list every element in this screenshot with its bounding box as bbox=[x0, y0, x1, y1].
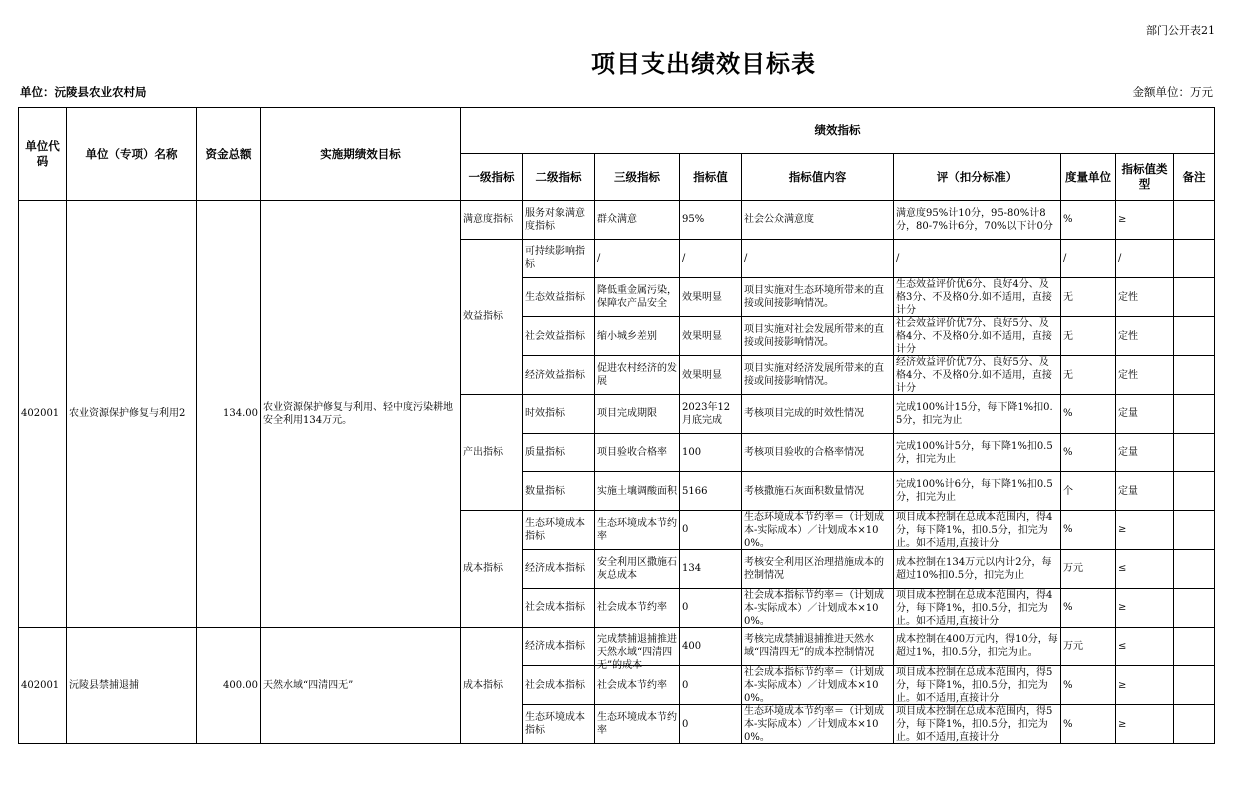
scoring-standard: 社会效益评价优7分、良好5分、及格4分、不及格0分.如不适用，直接计分 bbox=[894, 317, 1061, 356]
indicator-content: 考核项目验收的合格率情况 bbox=[742, 433, 894, 472]
value-type: ≥ bbox=[1116, 510, 1174, 549]
project-code: 402001 bbox=[19, 627, 67, 744]
measure-unit: 无 bbox=[1061, 278, 1116, 317]
page-number: 部门公开表21 bbox=[1146, 24, 1215, 37]
measure-unit: 个 bbox=[1061, 472, 1116, 511]
header-unit-code: 单位代码 bbox=[19, 108, 67, 201]
header-level2: 二级指标 bbox=[523, 154, 595, 201]
value-type: ≥ bbox=[1116, 588, 1174, 627]
measure-unit: 万元 bbox=[1061, 627, 1116, 666]
indicator-content: 考核项目完成的时效性情况 bbox=[742, 395, 894, 434]
indicator-content: 项目实施对经济发展所带来的直接或间接影响情况。 bbox=[742, 356, 894, 395]
level3-indicator: 项目完成期限 bbox=[595, 395, 680, 434]
level2-indicator: 社会效益指标 bbox=[523, 317, 595, 356]
value-type: ≥ bbox=[1116, 666, 1174, 705]
value-type: 定性 bbox=[1116, 356, 1174, 395]
level3-indicator: 安全利用区撒施石灰总成本 bbox=[595, 549, 680, 588]
level2-indicator: 质量指标 bbox=[523, 433, 595, 472]
project-name: 沅陵县禁捕退捕 bbox=[67, 627, 197, 744]
page-title: 项目支出绩效目标表 bbox=[591, 50, 816, 78]
level2-indicator: 可持续影响指标 bbox=[523, 239, 595, 278]
indicator-content: 考核安全利用区治理措施成本的控制情况 bbox=[742, 549, 894, 588]
measure-unit: % bbox=[1061, 588, 1116, 627]
indicator-value: 效果明显 bbox=[680, 317, 742, 356]
indicator-content: 项目实施对社会发展所带来的直接或间接影响情况。 bbox=[742, 317, 894, 356]
level1-indicator: 成本指标 bbox=[461, 627, 523, 744]
level2-indicator: 时效指标 bbox=[523, 395, 595, 434]
value-type: 定性 bbox=[1116, 278, 1174, 317]
level2-indicator: 社会成本指标 bbox=[523, 588, 595, 627]
header-measure-unit: 度量单位 bbox=[1061, 154, 1116, 201]
scoring-standard: 生态效益评价优6分、良好4分、及格3分、不及格0分.如不适用，直接计分 bbox=[894, 278, 1061, 317]
indicator-content: 社会公众满意度 bbox=[742, 201, 894, 240]
indicator-value: 2023年12月底完成 bbox=[680, 395, 742, 434]
level3-indicator: 群众满意 bbox=[595, 201, 680, 240]
value-type: / bbox=[1116, 239, 1174, 278]
remark-cell bbox=[1174, 588, 1215, 627]
measure-unit: 万元 bbox=[1061, 549, 1116, 588]
indicator-content: / bbox=[742, 239, 894, 278]
level3-indicator: / bbox=[595, 239, 680, 278]
performance-table bbox=[18, 107, 1215, 744]
level2-indicator: 数量指标 bbox=[523, 472, 595, 511]
project-name: 农业资源保护修复与利用2 bbox=[67, 201, 197, 628]
header-indicators: 绩效指标 bbox=[461, 108, 1215, 154]
level2-indicator: 社会成本指标 bbox=[523, 666, 595, 705]
indicator-value: / bbox=[680, 239, 742, 278]
measure-unit: % bbox=[1061, 201, 1116, 240]
indicator-content: 社会成本指标节约率＝（计划成本-实际成本）／计划成本×100%。 bbox=[742, 666, 894, 705]
measure-unit: 无 bbox=[1061, 317, 1116, 356]
header-level3: 三级指标 bbox=[595, 154, 680, 201]
unit-label: 单位：沅陵县农业农村局 bbox=[20, 85, 147, 99]
scoring-standard: 成本控制在134万元以内计2分，每超过10%扣0.5分，扣完为止 bbox=[894, 549, 1061, 588]
scoring-standard: 完成100%计6分，每下降1%扣0.5分，扣完为止 bbox=[894, 472, 1061, 511]
level3-indicator: 生态环境成本节约率 bbox=[595, 705, 680, 744]
project-amount: 134.00 bbox=[197, 201, 261, 628]
value-type: ≤ bbox=[1116, 549, 1174, 588]
indicator-value: 400 bbox=[680, 627, 742, 666]
level2-indicator: 生态环境成本指标 bbox=[523, 510, 595, 549]
header-remark: 备注 bbox=[1174, 154, 1215, 201]
value-type: 定量 bbox=[1116, 472, 1174, 511]
remark-cell bbox=[1174, 278, 1215, 317]
header-level1: 一级指标 bbox=[461, 154, 523, 201]
level3-indicator: 促进农村经济的发展 bbox=[595, 356, 680, 395]
value-type: ≥ bbox=[1116, 705, 1174, 744]
amount-unit-label: 金额单位：万元 bbox=[1132, 85, 1213, 99]
remark-cell bbox=[1174, 627, 1215, 666]
level1-indicator: 效益指标 bbox=[461, 239, 523, 395]
measure-unit: % bbox=[1061, 510, 1116, 549]
scoring-standard: 成本控制在400万元内，得10分，每超过1%，扣0.5分，扣完为止。 bbox=[894, 627, 1061, 666]
level2-indicator: 生态效益指标 bbox=[523, 278, 595, 317]
remark-cell bbox=[1174, 395, 1215, 434]
level3-indicator: 社会成本节约率 bbox=[595, 588, 680, 627]
remark-cell bbox=[1174, 433, 1215, 472]
value-type: ≤ bbox=[1116, 627, 1174, 666]
remark-cell bbox=[1174, 472, 1215, 511]
value-type: ≥ bbox=[1116, 201, 1174, 240]
value-type: 定性 bbox=[1116, 317, 1174, 356]
table-row bbox=[19, 627, 1215, 666]
measure-unit: 无 bbox=[1061, 356, 1116, 395]
indicator-value: 效果明显 bbox=[680, 356, 742, 395]
table-row bbox=[19, 201, 1215, 240]
measure-unit: % bbox=[1061, 395, 1116, 434]
level3-indicator: 项目验收合格率 bbox=[595, 433, 680, 472]
indicator-value: 0 bbox=[680, 510, 742, 549]
project-goal: 天然水域“四清四无” bbox=[261, 627, 461, 744]
level1-indicator: 产出指标 bbox=[461, 395, 523, 511]
indicator-value: 95% bbox=[680, 201, 742, 240]
indicator-content: 生态环境成本节约率＝（计划成本-实际成本）／计划成本×100%。 bbox=[742, 705, 894, 744]
scoring-standard: 完成100%计15分，每下降1%扣0.5分，扣完为止 bbox=[894, 395, 1061, 434]
scoring-standard: 项目成本控制在总成本范围内，得5分，每下降1%，扣0.5分，扣完为止。如不适用,直接计分 bbox=[894, 666, 1061, 705]
measure-unit: % bbox=[1061, 705, 1116, 744]
project-goal: 农业资源保护修复与利用、轻中度污染耕地安全利用134万元。 bbox=[261, 201, 461, 628]
header-scoring: 评（扣分标准） bbox=[894, 154, 1061, 201]
value-type: 定量 bbox=[1116, 433, 1174, 472]
level3-indicator: 生态环境成本节约率 bbox=[595, 510, 680, 549]
level3-indicator: 实施土壤调酸面积 bbox=[595, 472, 680, 511]
measure-unit: / bbox=[1061, 239, 1116, 278]
header-value-type: 指标值类型 bbox=[1116, 154, 1174, 201]
remark-cell bbox=[1174, 356, 1215, 395]
remark-cell bbox=[1174, 666, 1215, 705]
level1-indicator: 成本指标 bbox=[461, 510, 523, 627]
level3-indicator: 降低重金属污染，保障农产品安全 bbox=[595, 278, 680, 317]
measure-unit: % bbox=[1061, 666, 1116, 705]
level1-indicator: 满意度指标 bbox=[461, 201, 523, 240]
level2-indicator: 经济成本指标 bbox=[523, 549, 595, 588]
scoring-standard: / bbox=[894, 239, 1061, 278]
level2-indicator: 经济效益指标 bbox=[523, 356, 595, 395]
indicator-value: 0 bbox=[680, 588, 742, 627]
level3-indicator: 社会成本节约率 bbox=[595, 666, 680, 705]
header-goal: 实施期绩效目标 bbox=[261, 108, 461, 201]
level2-indicator: 服务对象满意度指标 bbox=[523, 201, 595, 240]
indicator-content: 生态环境成本节约率＝（计划成本-实际成本）／计划成本×100%。 bbox=[742, 510, 894, 549]
remark-cell bbox=[1174, 549, 1215, 588]
scoring-standard: 经济效益评价优7分、良好5分、及格4分、不及格0分.如不适用，直接计分 bbox=[894, 356, 1061, 395]
header-content: 指标值内容 bbox=[742, 154, 894, 201]
scoring-standard: 项目成本控制在总成本范围内，得5分，每下降1%，扣0.5分，扣完为止。如不适用,直接计分 bbox=[894, 705, 1061, 744]
project-amount: 400.00 bbox=[197, 627, 261, 744]
level2-indicator: 生态环境成本指标 bbox=[523, 705, 595, 744]
level2-indicator: 经济成本指标 bbox=[523, 627, 595, 666]
remark-cell bbox=[1174, 510, 1215, 549]
indicator-value: 效果明显 bbox=[680, 278, 742, 317]
remark-cell bbox=[1174, 317, 1215, 356]
header-total-funds: 资金总额 bbox=[197, 108, 261, 201]
scoring-standard: 项目成本控制在总成本范围内，得4分，每下降1%，扣0.5分，扣完为止。如不适用,直接计分 bbox=[894, 510, 1061, 549]
measure-unit: % bbox=[1061, 433, 1116, 472]
indicator-value: 0 bbox=[680, 666, 742, 705]
indicator-content: 社会成本指标节约率＝（计划成本-实际成本）／计划成本×100%。 bbox=[742, 588, 894, 627]
value-type: 定量 bbox=[1116, 395, 1174, 434]
indicator-content: 考核完成禁捕退捕推进天然水域“四清四无”的成本控制情况 bbox=[742, 627, 894, 666]
scoring-standard: 完成100%计5分，每下降1%扣0.5分，扣完为止 bbox=[894, 433, 1061, 472]
level3-indicator: 完成禁捕退捕推进天然水域“四清四无”的成本 bbox=[595, 627, 680, 666]
header-unit-name: 单位（专项）名称 bbox=[67, 108, 197, 201]
indicator-value: 100 bbox=[680, 433, 742, 472]
indicator-content: 考核撒施石灰面积数量情况 bbox=[742, 472, 894, 511]
scoring-standard: 满意度95%计10分，95-80%计8分，80-7%计6分，70%以下计0分 bbox=[894, 201, 1061, 240]
indicator-content: 项目实施对生态环境所带来的直接或间接影响情况。 bbox=[742, 278, 894, 317]
indicator-value: 5166 bbox=[680, 472, 742, 511]
remark-cell bbox=[1174, 705, 1215, 744]
scoring-standard: 项目成本控制在总成本范围内，得4分，每下降1%，扣0.5分，扣完为止。如不适用,直接计分 bbox=[894, 588, 1061, 627]
project-code: 402001 bbox=[19, 201, 67, 628]
header-value: 指标值 bbox=[680, 154, 742, 201]
indicator-value: 134 bbox=[680, 549, 742, 588]
level3-indicator: 缩小城乡差别 bbox=[595, 317, 680, 356]
remark-cell bbox=[1174, 239, 1215, 278]
indicator-value: 0 bbox=[680, 705, 742, 744]
remark-cell bbox=[1174, 201, 1215, 240]
